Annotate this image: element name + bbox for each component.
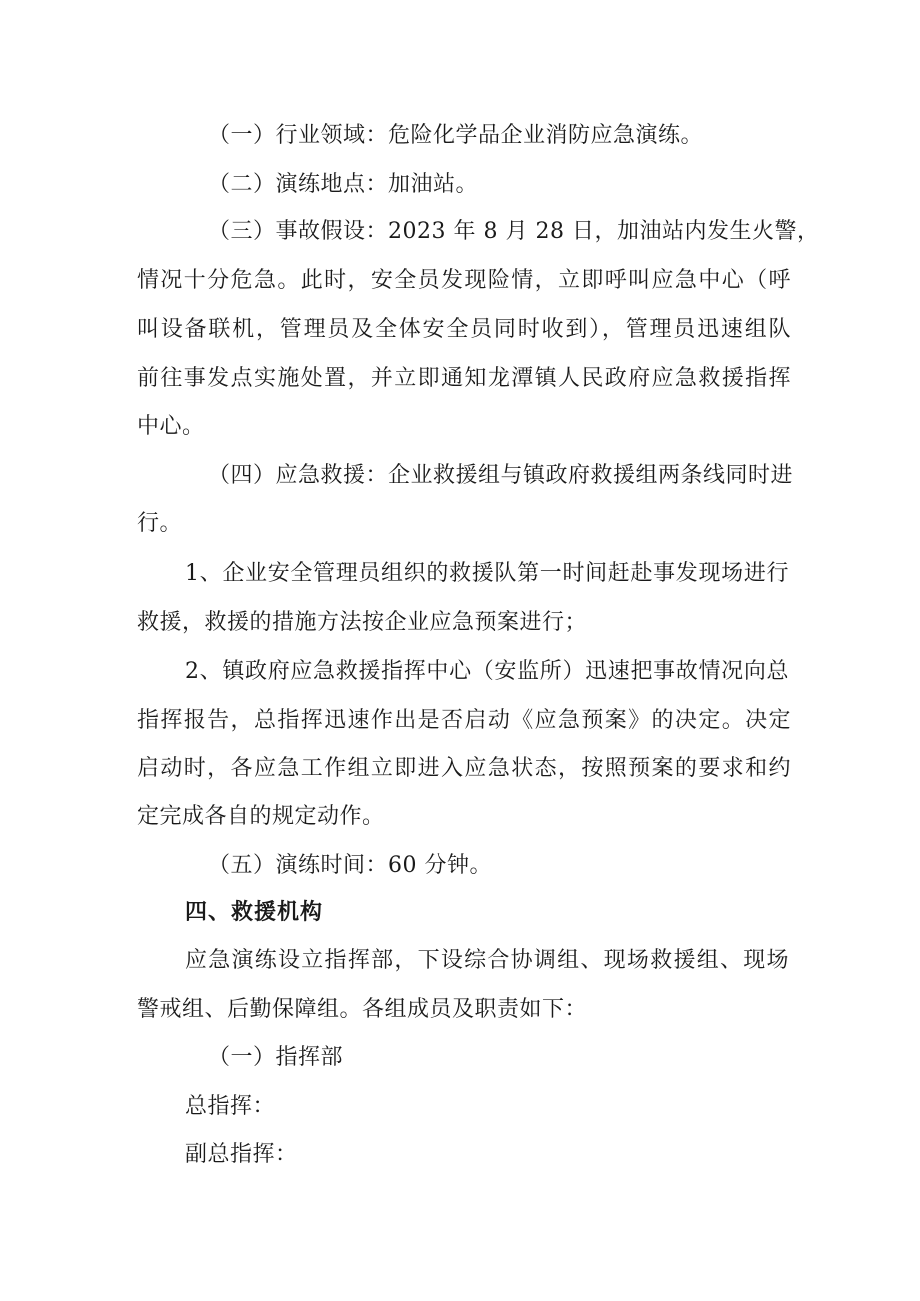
paragraph-emergency-rescue-line-1: （四）应急救援：企业救援组与镇政府救援组两条线同时进 [208, 463, 794, 488]
paragraph-industry-field: （一）行业领域：危险化学品企业消防应急演练。 [208, 123, 704, 148]
section-intro-line-1: 应急演练设立指挥部，下设综合协调组、现场救援组、现场 [185, 948, 789, 973]
list-item-2-line-1: 2、镇政府应急救援指挥中心（安监所）迅速把事故情况向总 [185, 659, 789, 684]
paragraph-drill-location: （二）演练地点：加油站。 [208, 172, 479, 197]
paragraph-drill-time: （五）演练时间：60 分钟。 [208, 853, 492, 878]
paragraph-accident-assumption-line-4: 前往事发点实施处置，并立即通知龙潭镇人民政府应急救援指挥 [137, 366, 791, 391]
list-item-1-line-2: 救援，救援的措施方法按企业应急预案进行； [137, 610, 588, 635]
paragraph-accident-assumption-line-3: 叫设备联机，管理员及全体安全员同时收到），管理员迅速组队 [137, 317, 791, 342]
list-item-2-line-2: 指挥报告，总指挥迅速作出是否启动《应急预案》的决定。决定 [137, 708, 791, 733]
section-heading-rescue-organization: 四、救援机构 [185, 900, 324, 925]
paragraph-accident-assumption-line-2: 情况十分危急。此时，安全员发现险情，立即呼叫应急中心（呼 [137, 268, 791, 293]
paragraph-accident-assumption-line-1: （三）事故假设：2023 年 8 月 28 日，加油站内发生火警， [208, 219, 820, 244]
paragraph-emergency-rescue-line-2: 行。 [137, 511, 183, 536]
list-item-2-line-4: 定完成各自的规定动作。 [137, 804, 385, 829]
paragraph-accident-assumption-line-5: 中心。 [137, 414, 205, 439]
list-item-2-line-3: 启动时，各应急工作组立即进入应急状态，按照预案的要求和约 [137, 756, 791, 781]
section-intro-line-2: 警戒组、后勤保障组。各组成员及职责如下： [137, 997, 588, 1022]
list-item-1-line-1: 1、企业安全管理员组织的救援队第一时间赶赴事发现场进行 [185, 561, 789, 586]
sub-heading-command-center: （一）指挥部 [208, 1045, 344, 1070]
deputy-commander-label: 副总指挥： [185, 1142, 298, 1167]
commander-label: 总指挥： [185, 1094, 276, 1119]
